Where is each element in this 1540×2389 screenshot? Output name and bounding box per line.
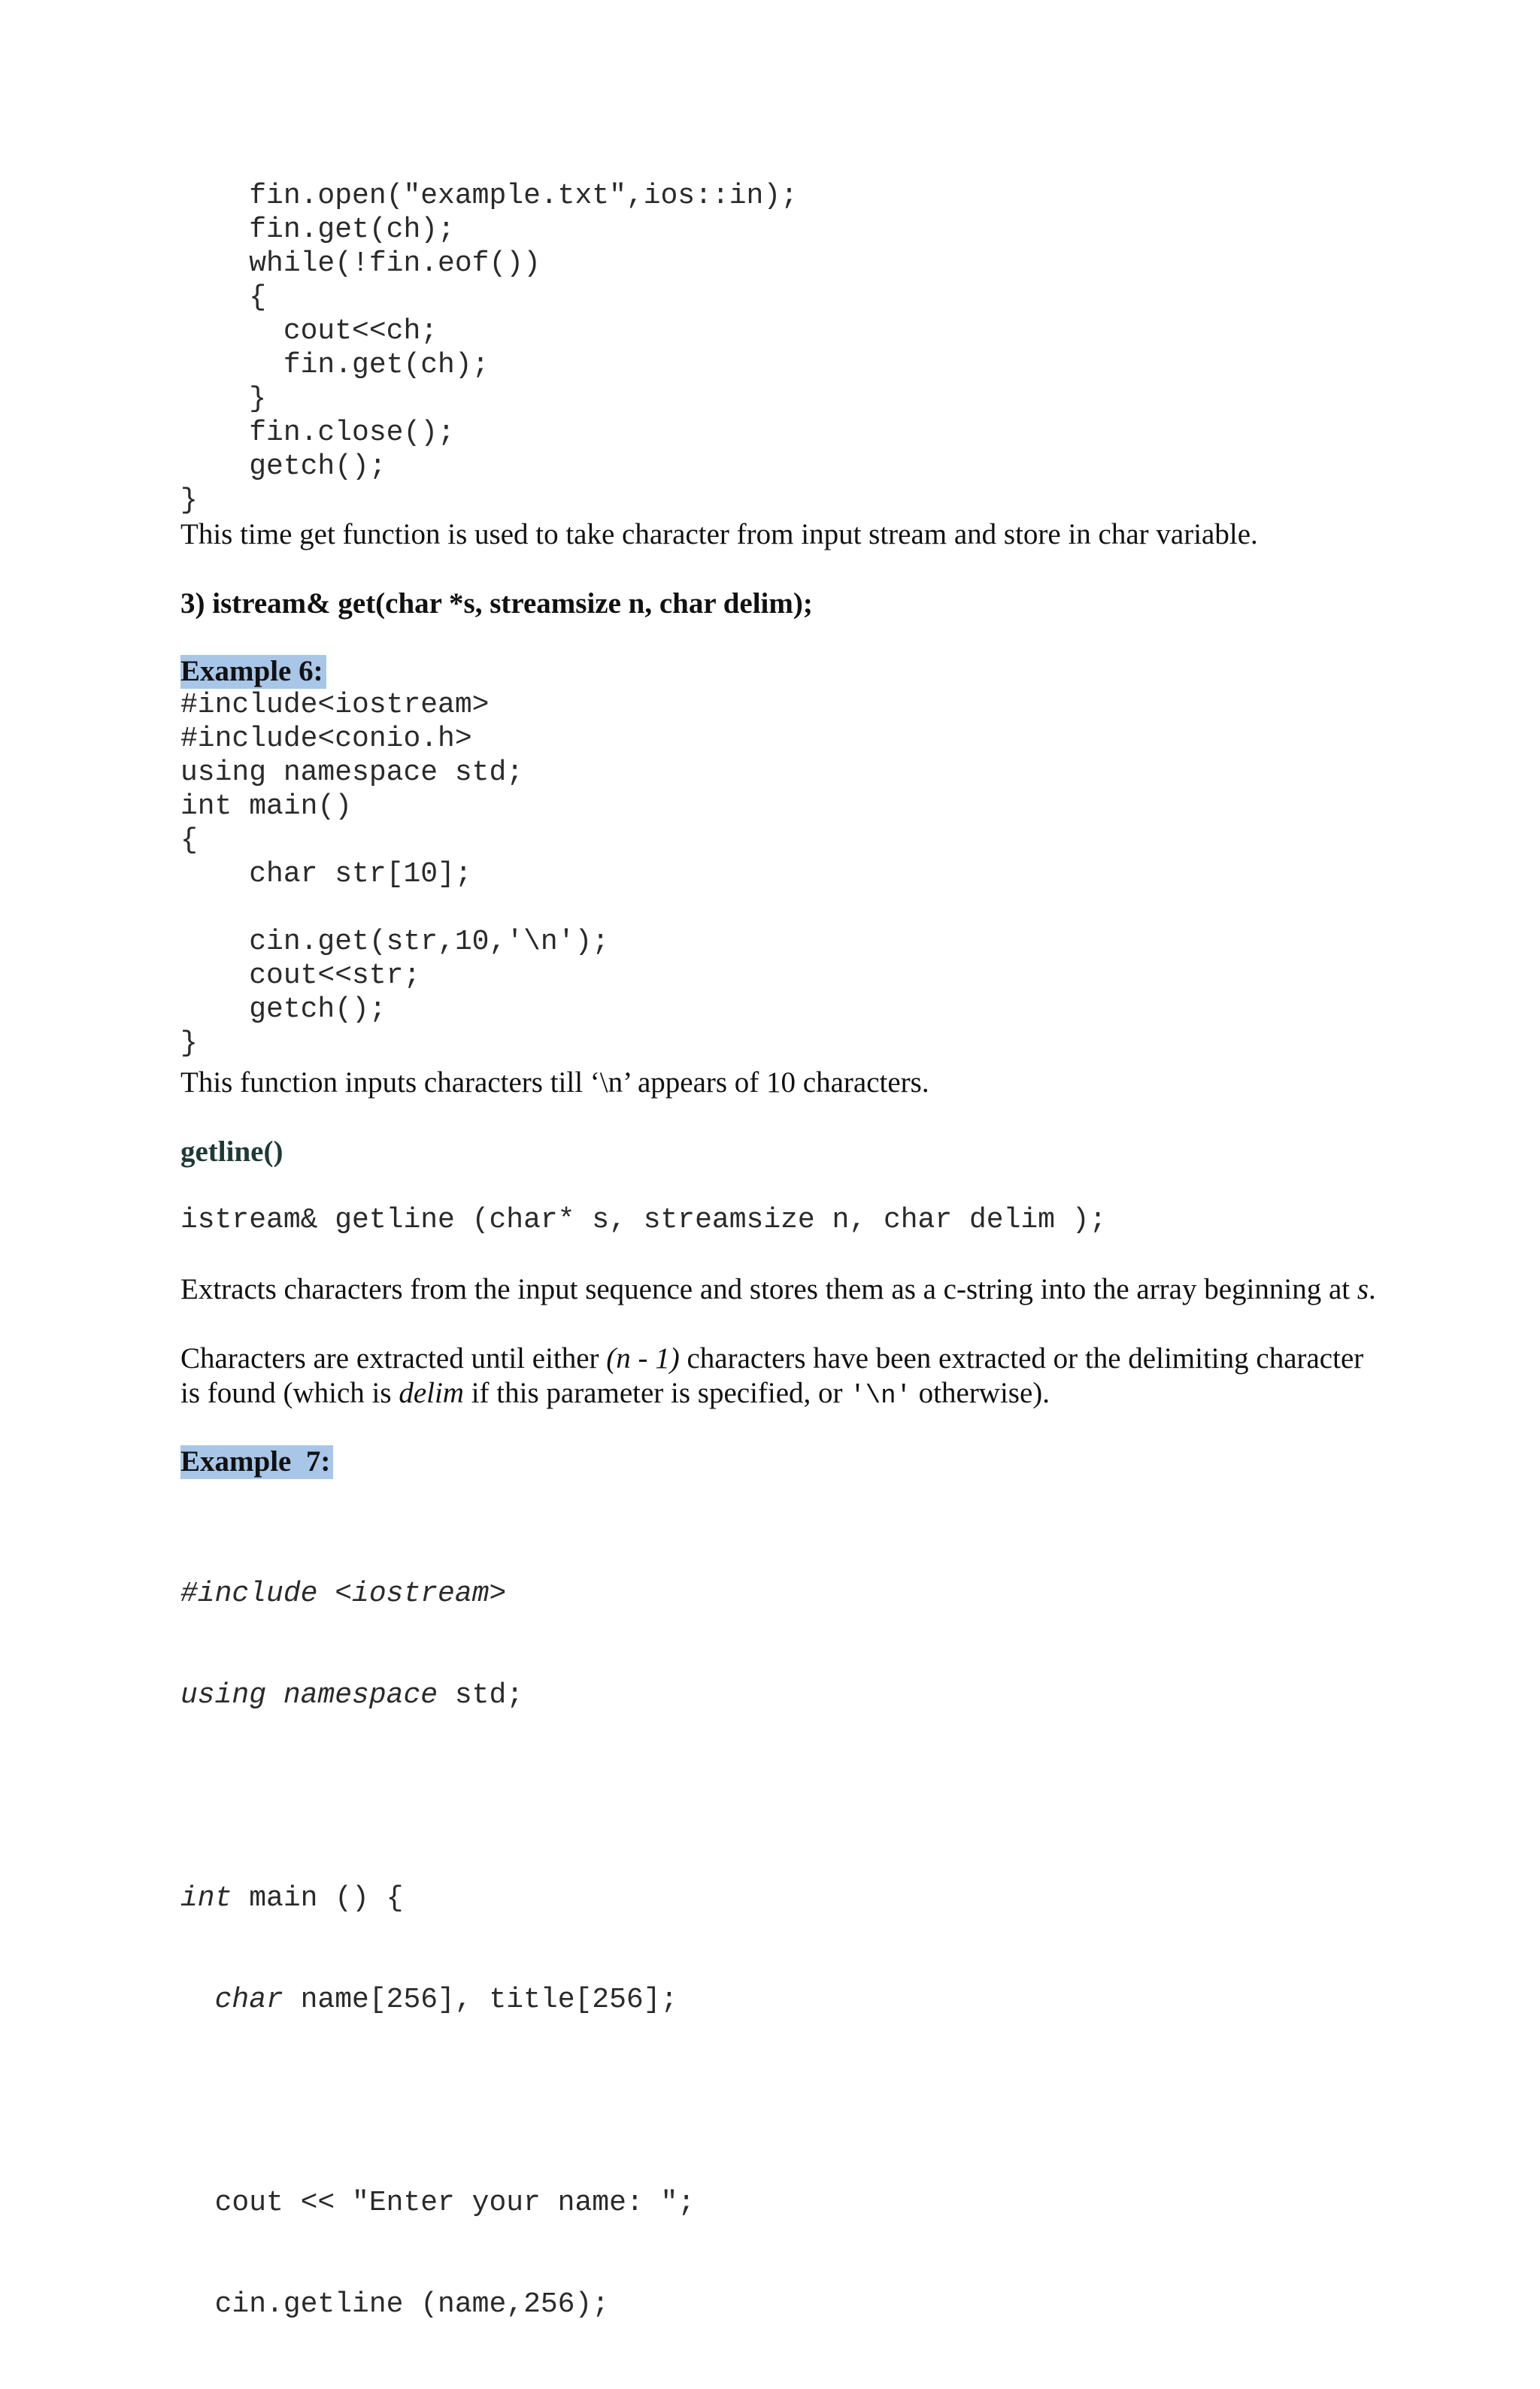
example-7-highlight: Example 7:	[180, 1445, 333, 1479]
code2-line-2: #include<conio.h>	[180, 723, 472, 755]
until-text-1: Characters are extracted until either	[180, 1342, 607, 1375]
code7-decl-rest: name[256], title[256];	[283, 1984, 678, 2016]
code7-main-rest: main () {	[232, 1882, 404, 1915]
paragraph-get-n: This function inputs characters till ‘\n’ appears of 10 characters.	[180, 1066, 929, 1099]
code2-line-9: cout<<str;	[180, 960, 421, 992]
paragraph-until	[180, 1342, 1384, 1414]
code1-line-9: getch();	[180, 450, 387, 483]
code7-using-kw: using namespace	[180, 1679, 438, 1711]
code1-line-1: fin.open("example.txt",ios::in);	[180, 180, 798, 212]
extracts-text: Extracts characters from the input sequence and stores them as a c-string into the array beginning at	[180, 1273, 1357, 1305]
code-block-file-read	[180, 179, 798, 517]
code1-line-6: fin.get(ch);	[180, 349, 490, 381]
code7-line-getline: cin.getline (name,256);	[180, 2288, 610, 2321]
code7-decl-indent	[180, 1984, 215, 2016]
extracts-s-var: s	[1357, 1273, 1369, 1305]
until-text-4: otherwise).	[911, 1377, 1050, 1409]
code2-line-4: int main()	[180, 790, 353, 823]
code7-line-decl	[180, 1983, 695, 2017]
code2-line-11: }	[180, 1027, 198, 1060]
code2-line-5: {	[180, 824, 198, 856]
code7-line-cout: cout << "Enter your name: ";	[180, 2187, 696, 2219]
code7-line-using	[180, 1678, 695, 1712]
getline-signature: istream& getline (char* s, streamsize n, char delim );	[180, 1204, 1107, 1236]
paragraph-get-char: This time get function is used to take character from input stream and store in char variable.	[180, 518, 1258, 550]
example-6-label	[180, 654, 326, 689]
code7-line-main	[180, 1881, 695, 1915]
heading-get-overload-3: 3) istream& get(char *s, streamsize n, char delim);	[180, 587, 813, 620]
example-6-highlight: Example 6:	[180, 655, 326, 689]
paragraph-extracts	[180, 1272, 1384, 1307]
code1-line-7: }	[180, 383, 267, 415]
code7-using-rest: std;	[438, 1679, 524, 1711]
until-text-3: if this parameter is specified, or	[463, 1377, 850, 1409]
code2-line-1: #include<iostream>	[180, 689, 490, 721]
code1-line-10: }	[180, 484, 198, 517]
code2-line-3: using namespace std;	[180, 756, 524, 789]
until-n-expr: (n - 1)	[606, 1342, 680, 1375]
until-newline-code: '\n'	[850, 1382, 911, 1411]
code2-line-8: cin.get(str,10,'\n');	[180, 926, 610, 958]
until-delim: delim	[399, 1377, 464, 1409]
code2-line-10: getch();	[180, 993, 387, 1026]
code-block-example-6	[180, 688, 609, 1060]
code2-line-6: char str[10];	[180, 858, 472, 890]
code1-line-4: {	[180, 281, 267, 314]
code1-line-5: cout<<ch;	[180, 315, 438, 347]
code1-line-3: while(!fin.eof())	[180, 247, 541, 280]
extracts-end: .	[1369, 1273, 1376, 1305]
code7-line-blank-2	[180, 2084, 695, 2118]
code7-int-kw: int	[180, 1882, 232, 1915]
getline-heading: getline()	[180, 1135, 283, 1168]
code7-char-kw: char	[214, 1984, 283, 2016]
until-text-2: characters have been extracted or the delimiting character is found (which is	[180, 1342, 1364, 1409]
code7-line-blank-1	[180, 1780, 695, 1814]
code1-line-2: fin.get(ch);	[180, 214, 455, 246]
code2-line-7	[180, 891, 609, 925]
code7-line-include: #include <iostream>	[180, 1578, 507, 1610]
code1-line-8: fin.close();	[180, 417, 455, 449]
code-block-example-7	[180, 1509, 695, 2389]
example-7-label	[180, 1445, 333, 1479]
